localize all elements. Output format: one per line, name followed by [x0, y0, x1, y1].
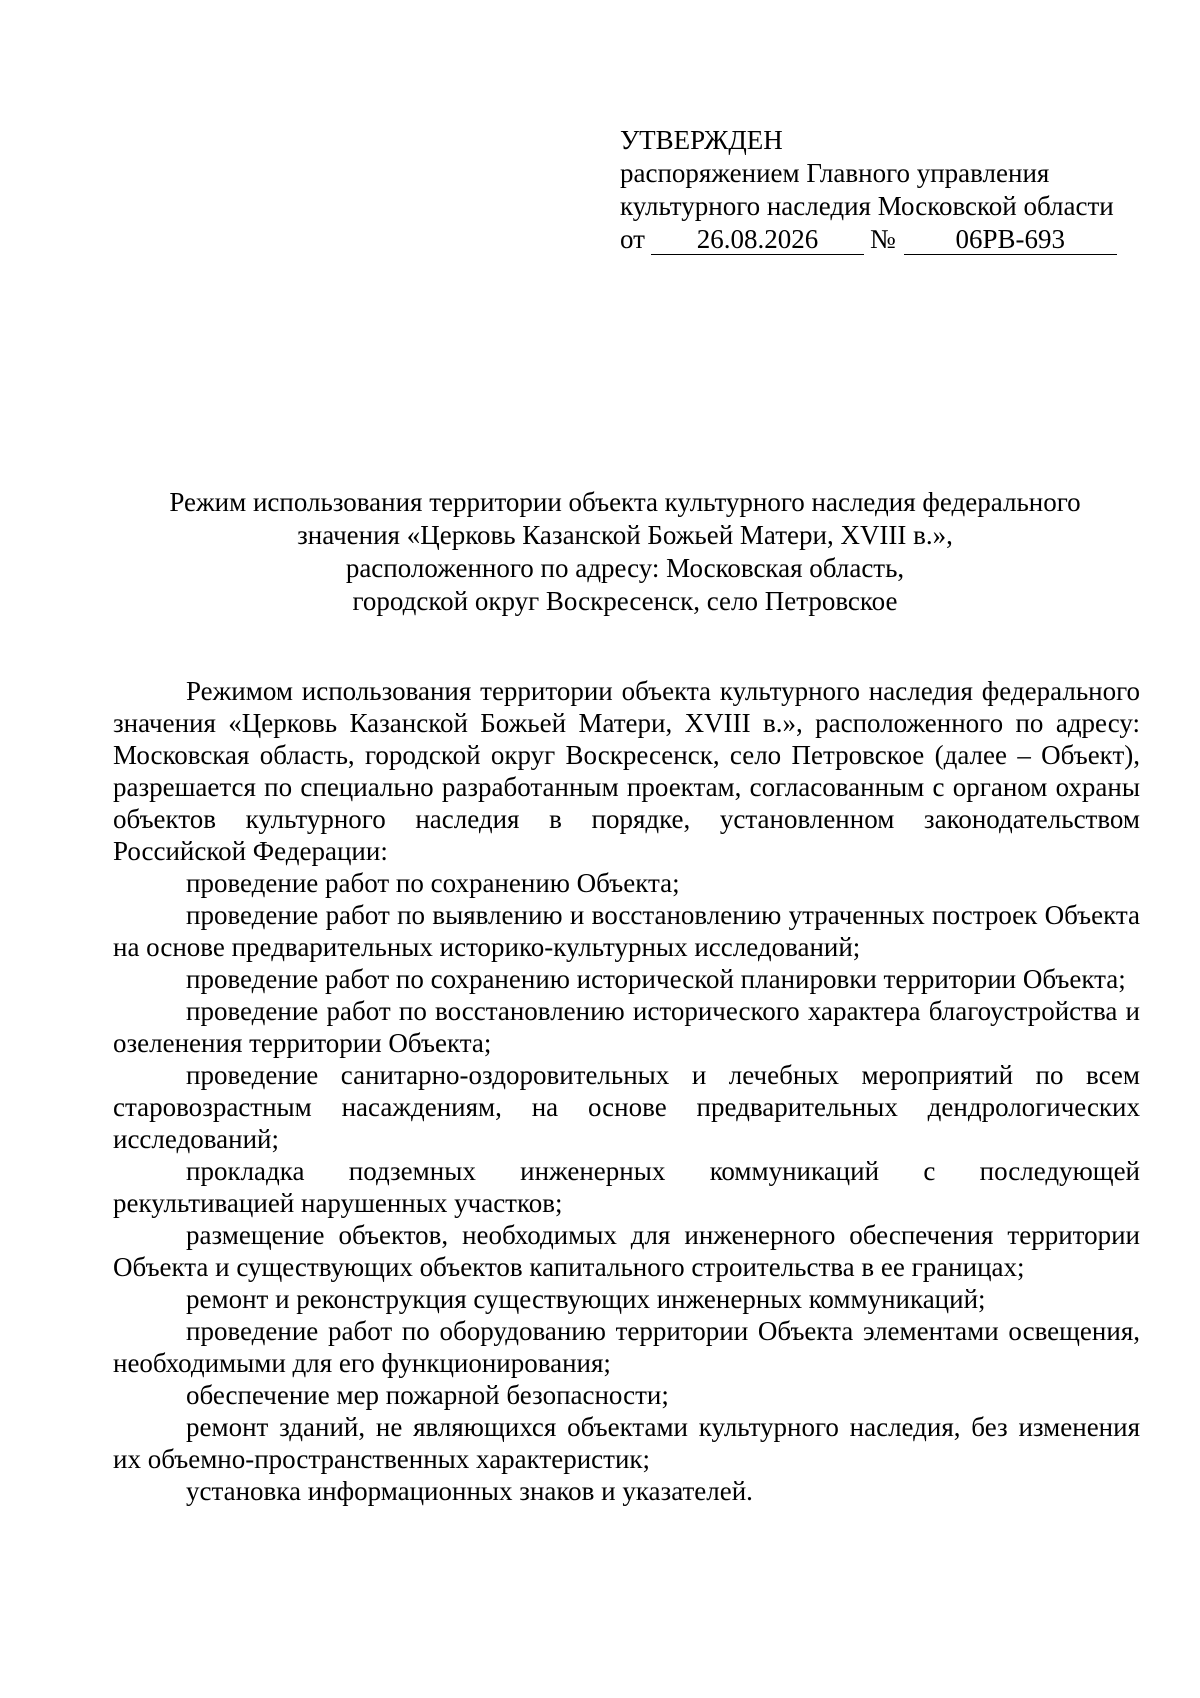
approval-date: 26.08.2026 [651, 224, 864, 255]
list-item: проведение работ по восстановлению исторического характера благоустройства и озеленения территории Объекта; [113, 996, 1140, 1058]
list-item: проведение работ по сохранению исторической планировки территории Объекта; [186, 964, 1126, 994]
number-sign: № [869, 224, 896, 254]
list-item: обеспечение мер пожарной безопасности; [186, 1380, 669, 1410]
approval-number: 06РВ-693 [904, 224, 1117, 255]
approval-authority-line1: распоряжением Главного управления [620, 158, 1050, 188]
approval-block [620, 124, 1140, 256]
list-item: прокладка подземных инженерных коммуникаций с последующей рекультивацией нарушенных участков; [113, 1156, 1140, 1218]
list-item: проведение работ по выявлению и восстановлению утраченных построек Объекта на основе предварительных историко-культурных исследований; [113, 900, 1140, 962]
approval-date-number-line [620, 223, 1140, 256]
intro-paragraph: Режимом использования территории объекта культурного наследия федерального значения «Церковь Казанской Божьей Матери, XVIII в.», расположенного по адресу: Московская область, городской округ Воскресенск, село Петровское (далее – Объект), разрешается по специально разработанным проектам, согласованным с органом охраны объектов культурного наследия в порядке, установленном законодательством Российской Федерации: [113, 676, 1140, 866]
from-label: от [620, 224, 645, 254]
list-item: ремонт и реконструкция существующих инженерных коммуникаций; [186, 1284, 986, 1314]
list-item: проведение санитарно-оздоровительных и лечебных мероприятий по всем старовозрастным насаждениям, на основе предварительных дендрологических исследований; [113, 1060, 1140, 1154]
approval-authority-line2: культурного наследия Московской области [620, 191, 1114, 221]
list-item: проведение работ по оборудованию территории Объекта элементами освещения, необходимыми для его функционирования; [113, 1316, 1140, 1378]
list-item: установка информационных знаков и указателей. [186, 1476, 753, 1506]
list-item: размещение объектов, необходимых для инженерного обеспечения территории Объекта и существующих объектов капитального строительства в ее границах; [113, 1220, 1140, 1282]
title-line-4: городской округ Воскресенск, село Петровское [352, 586, 898, 616]
title-line-1: Режим использования территории объекта культурного наследия федерального [169, 487, 1081, 517]
list-item: проведение работ по сохранению Объекта; [186, 868, 680, 898]
title-line-2: значения «Церковь Казанской Божьей Матери, XVIII в.», [297, 520, 953, 550]
document-body [113, 675, 1140, 1507]
list-item: ремонт зданий, не являющихся объектами культурного наследия, без изменения их объемно-пространственных характеристик; [113, 1412, 1140, 1474]
title-line-3: расположенного по адресу: Московская область, [345, 553, 905, 583]
approval-heading: УТВЕРЖДЕН [620, 125, 783, 155]
document-title [110, 486, 1140, 618]
